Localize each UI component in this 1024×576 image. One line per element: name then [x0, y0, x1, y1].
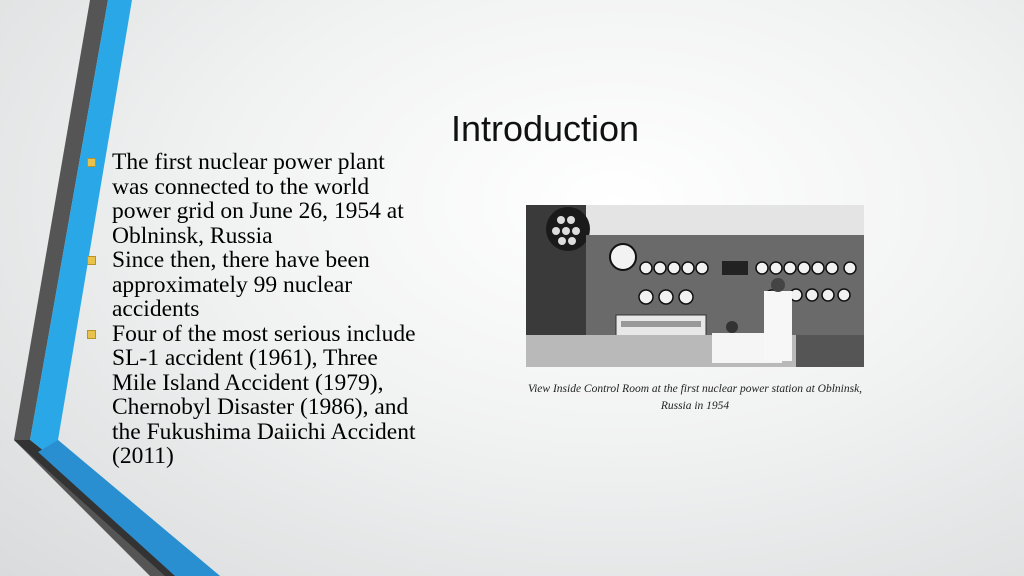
bullet-square-icon: [87, 330, 96, 339]
bullet-item: [86, 248, 416, 322]
bullet-item: [86, 150, 416, 248]
bullet-square-icon: [87, 256, 96, 265]
bullet-text: Four of the most serious include SL-1 accident (1961), Three Mile Island Accident (1979), Chernobyl Disaster (1986), and the Fukushima Daiichi Accident (2011): [112, 320, 416, 469]
bullet-text: Since then, there have been approximately 99 nuclear accidents: [112, 247, 370, 322]
slide-title: Introduction: [450, 108, 640, 149]
bullet-item: [86, 322, 416, 469]
bullet-list: [86, 150, 416, 469]
bullet-text: The first nuclear power plant was connected to the world power grid on June 26, 1954 at Oblninsk, Russia: [112, 149, 404, 249]
control-room-photo: [526, 205, 864, 367]
bullet-square-icon: [87, 158, 96, 167]
image-caption: View Inside Control Room at the first nuclear power station at Oblninsk, Russia in 1954: [527, 383, 863, 412]
